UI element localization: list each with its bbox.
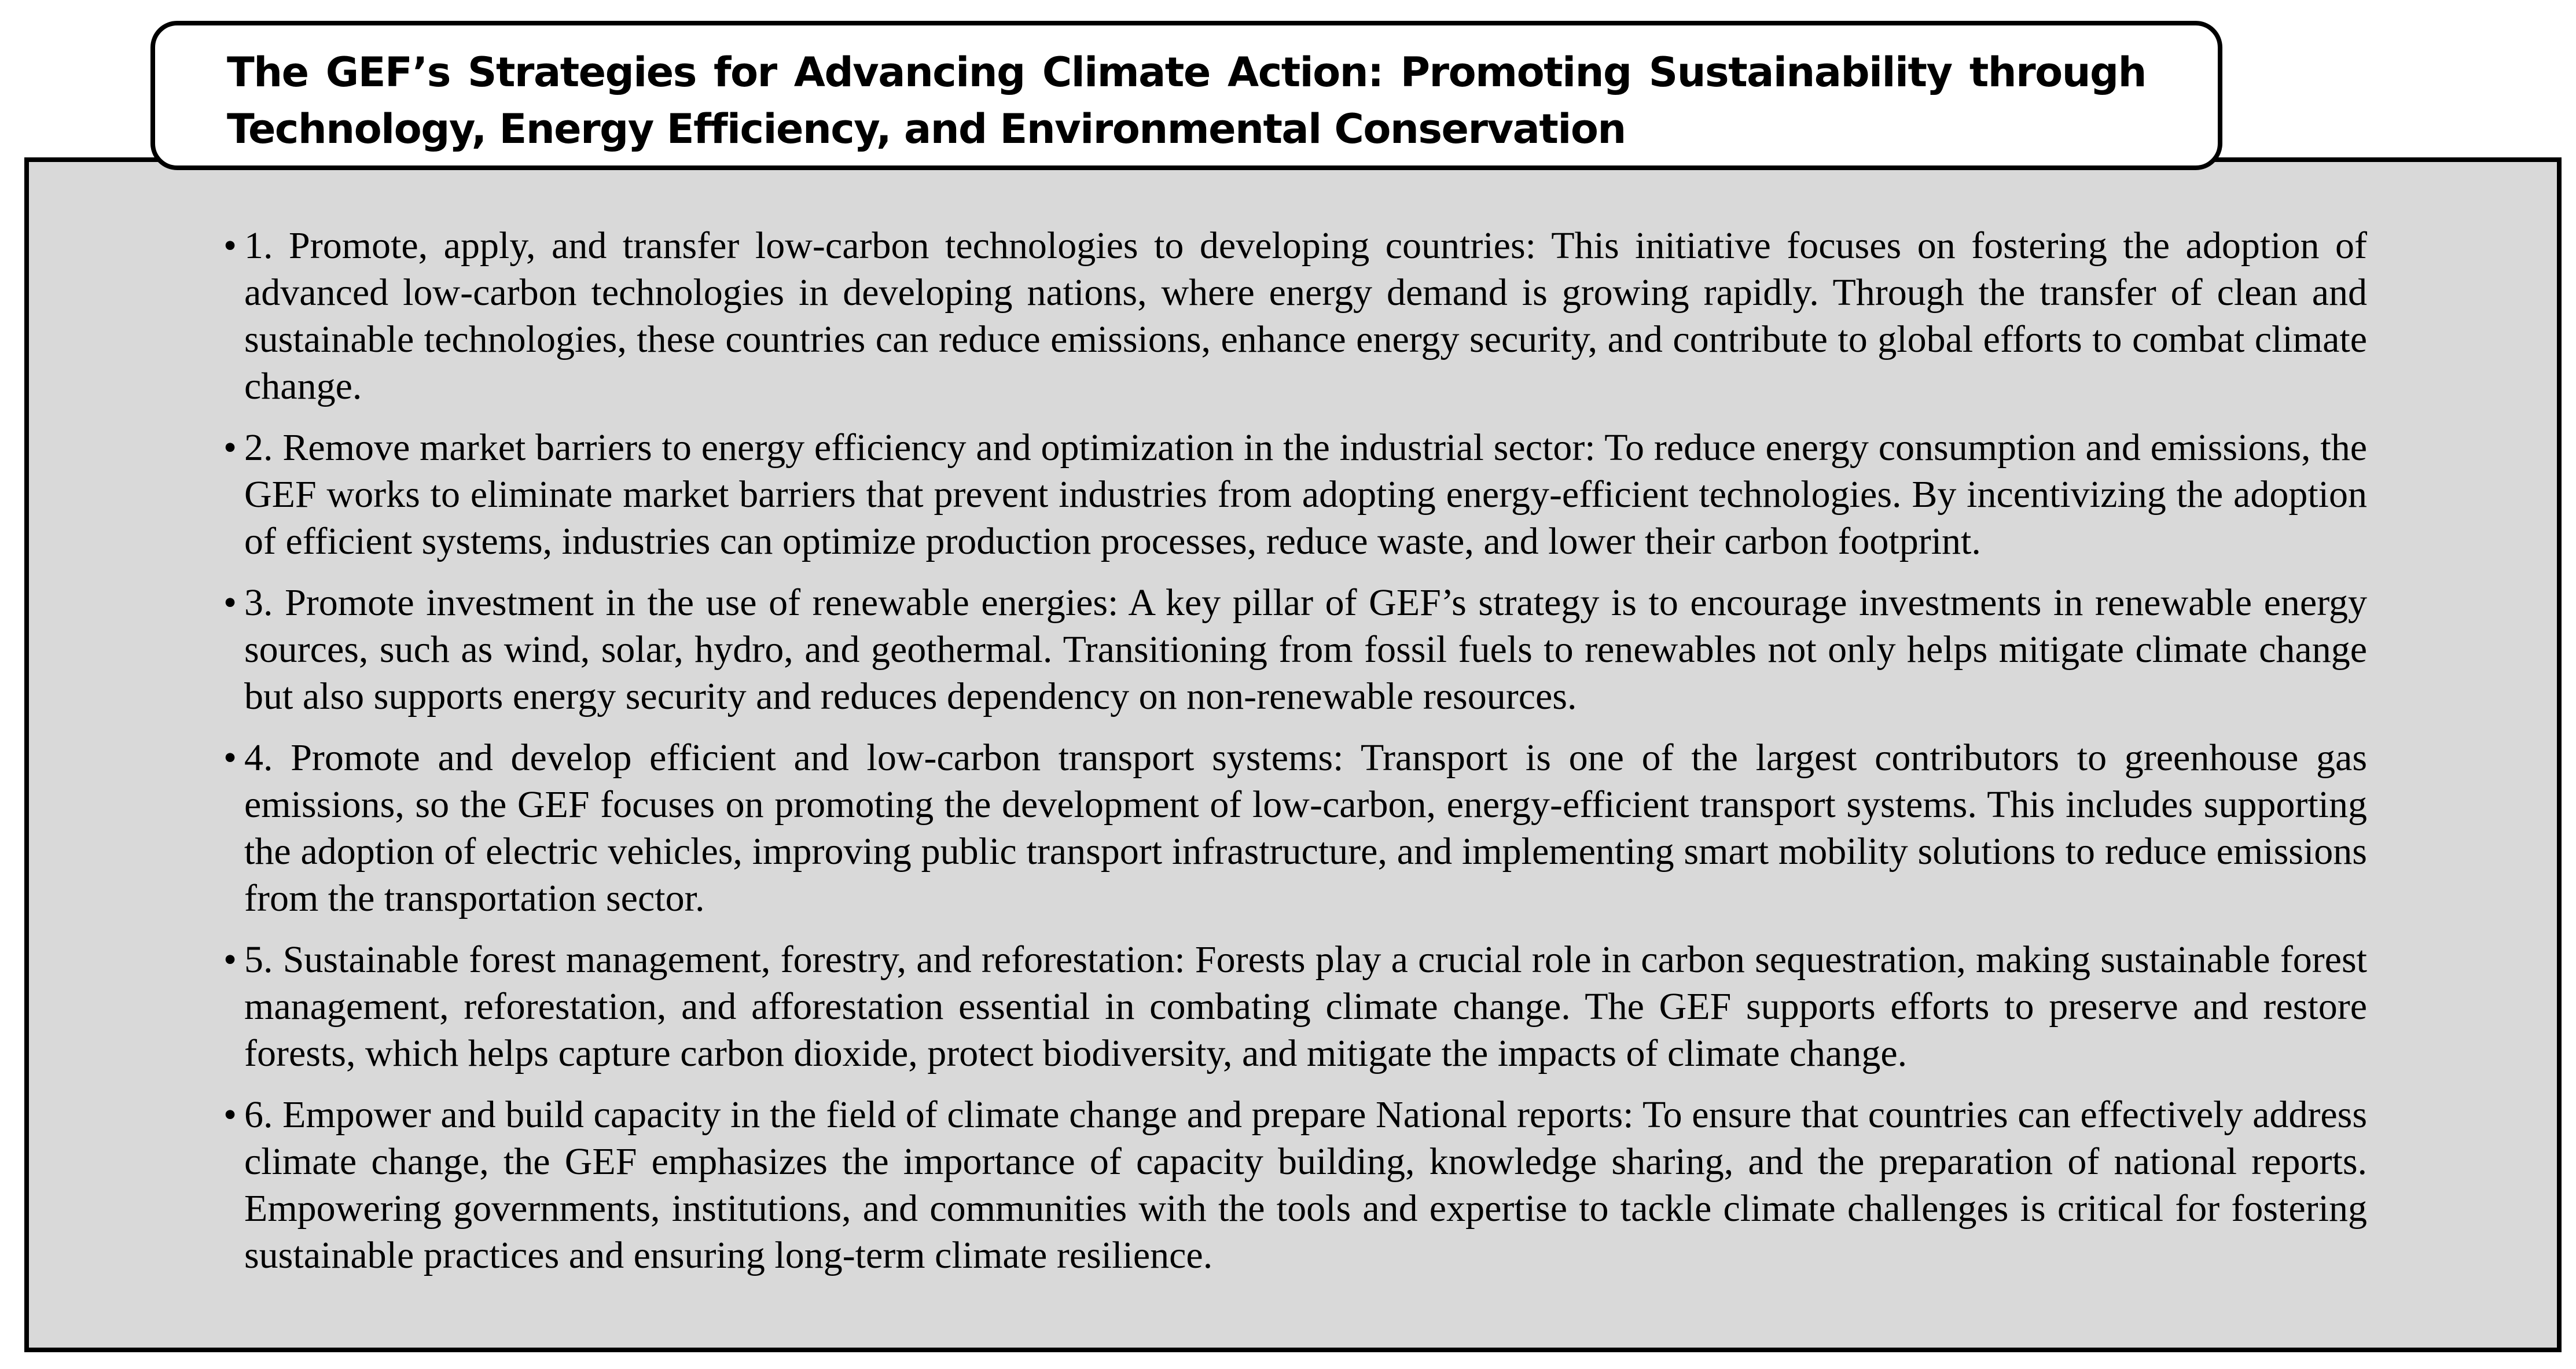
bullet-icon: •: [223, 1094, 237, 1136]
strategy-item-5: [219, 936, 2367, 1077]
strategy-item-3: [219, 579, 2367, 720]
bullet-icon: •: [223, 225, 237, 267]
bullet-icon: •: [223, 426, 237, 469]
strategy-item-1: [219, 222, 2367, 410]
bullet-icon: •: [223, 939, 237, 981]
strategy-item-2: [219, 424, 2367, 565]
strategy-text: 5. Sustainable forest management, forestry, and reforestation: Forests play a crucial role in carbon sequestration, making sustainable forest management, reforestation, and afforestation essential in combating climate change. The GEF supports efforts to preserve and restore forests, which helps capture carbon dioxide, protect biodiversity, and mitigate the impacts of climate change.: [244, 939, 2367, 1074]
strategy-text: 1. Promote, apply, and transfer low-carbon technologies to developing countries: This initiative focuses on fostering the adoption of advanced low-carbon technologies in developing nations, where energy demand is growing rapidly. Through the transfer of clean and sustainable technologies, these countries can reduce emissions, enhance energy security, and contribute to global efforts to combat climate change.: [244, 225, 2367, 407]
strategy-item-6: [219, 1091, 2367, 1279]
strategy-text: 6. Empower and build capacity in the field of climate change and prepare National reports: To ensure that countries can effectively address climate change, the GEF emphasizes the importance of capacity building, knowledge sharing, and the preparation of national reports. Empowering governments, institutions, and communities with the tools and expertise to tackle climate challenges is critical for fostering sustainable practices and ensuring long-term climate resilience.: [244, 1094, 2367, 1276]
strategy-text: 3. Promote investment in the use of renewable energies: A key pillar of GEF’s strategy is to encourage investments in renewable energy sources, such as wind, solar, hydro, and geothermal. Transitioning from fossil fuels to renewables not only helps mitigate climate change but also supports energy security and reduces dependency on non-renewable resources.: [244, 582, 2367, 717]
bullet-icon: •: [223, 582, 237, 624]
strategy-list: [219, 222, 2367, 1293]
document-title: The GEF’s Strategies for Advancing Climate Action: Promoting Sustainability through Technology, Energy Efficiency, and Environmental Conservation: [227, 49, 2146, 153]
strategy-text: 4. Promote and develop efficient and low-carbon transport systems: Transport is one of the largest contributors to greenhouse gas emissions, so the GEF focuses on promoting the development of low-carbon, energy-efficient transport systems. This includes supporting the adoption of electric vehicles, improving public transport infrastructure, and implementing smart mobility solutions to reduce emissions from the transportation sector.: [244, 737, 2367, 919]
title-box: [150, 21, 2222, 170]
strategy-item-4: [219, 734, 2367, 922]
strategy-text: 2. Remove market barriers to energy efficiency and optimization in the industrial sector: To reduce energy consumption and emissions, the GEF works to eliminate market barriers that prevent industries from adopting energy-efficient technologies. By incentivizing the adoption of efficient systems, industries can optimize production processes, reduce waste, and lower their carbon footprint.: [244, 426, 2367, 562]
bullet-icon: •: [223, 737, 237, 779]
